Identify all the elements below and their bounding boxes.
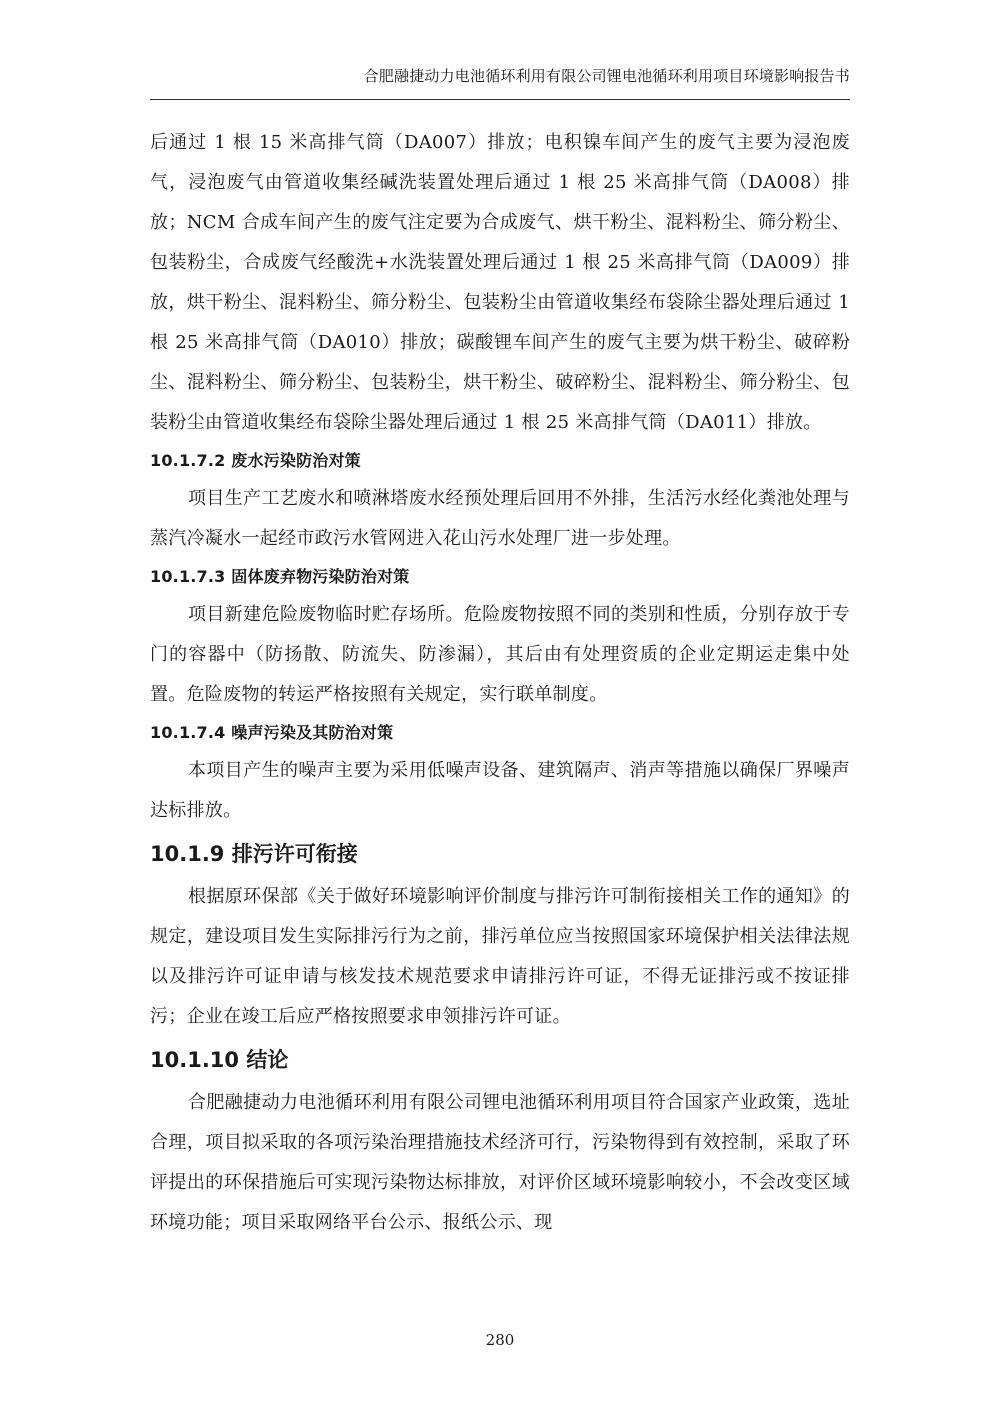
page-header: 合肥融捷动力电池循环利用有限公司锂电池循环利用项目环境影响报告书 bbox=[363, 67, 850, 85]
heading-noise-measures: 10.1.7.4 噪声污染及其防治对策 bbox=[150, 723, 394, 742]
heading-conclusion: 10.1.10 结论 bbox=[150, 1048, 289, 1072]
heading-solid-waste-measures: 10.1.7.3 固体废弃物污染防治对策 bbox=[150, 567, 410, 586]
page-body bbox=[150, 123, 850, 1243]
paragraph-discharge-permit: 根据原环保部《关于做好环境影响评价制度与排污许可制衔接相关工作的通知》的规定，建设项目发生实际排污行为之前，排污单位应当按照国家环境保护相关法律法规以及排污许可证申请与核发技术规范要求申请排污许可证，不得无证排污或不按证排污；企业在竣工后应严格按照要求申领排污许可证。 bbox=[150, 886, 850, 1027]
page-number: 280 bbox=[485, 1331, 515, 1349]
paragraph-exhaust-gas: 后通过 1 根 15 米高排气筒（DA007）排放；电积镍车间产生的废气主要为浸泡废气，浸泡废气由管道收集经碱洗装置处理后通过 1 根 25 米高排气筒（DA008）排放；NCM 合成车间产生的废气注定要为合成废气、烘干粉尘、混料粉尘、筛分粉尘、包装粉尘，合成废气经酸洗+水洗装置处理后通过 1 根 25 米高排气筒（DA009）排放，烘干粉尘、混料粉尘、筛分粉尘、包装粉尘由管道收集经布袋除尘器处理后通过 1 根 25 米高排气筒（DA010）排放；碳酸锂车间产生的废气主要为烘干粉尘、破碎粉尘、混料粉尘、筛分粉尘、包装粉尘，烘干粉尘、破碎粉尘、混料粉尘、筛分粉尘、包装粉尘由管道收集经布袋除尘器处理后通过 1 根 25 米高排气筒（DA011）排放。 bbox=[150, 132, 850, 433]
paragraph-solid-waste: 项目新建危险废物临时贮存场所。危险废物按照不同的类别和性质，分别存放于专门的容器中（防扬散、防流失、防渗漏），其后由有处理资质的企业定期运走集中处置。危险废物的转运严格按照有关规定，实行联单制度。 bbox=[150, 604, 850, 705]
heading-discharge-permit: 10.1.9 排污许可衔接 bbox=[150, 842, 358, 866]
paragraph-noise: 本项目产生的噪声主要为采用低噪声设备、建筑隔声、消声等措施以确保厂界噪声达标排放。 bbox=[150, 760, 850, 821]
paragraph-wastewater: 项目生产工艺废水和喷淋塔废水经预处理后回用不外排，生活污水经化粪池处理与蒸汽冷凝水一起经市政污水管网进入花山污水处理厂进一步处理。 bbox=[150, 488, 850, 549]
header-divider bbox=[150, 99, 850, 100]
heading-wastewater-measures: 10.1.7.2 废水污染防治对策 bbox=[150, 451, 361, 470]
paragraph-conclusion: 合肥融捷动力电池循环利用有限公司锂电池循环利用项目符合国家产业政策，选址合理，项目拟采取的各项污染治理措施技术经济可行，污染物得到有效控制，采取了环评提出的环保措施后可实现污染物达标排放，对评价区域环境影响较小，不会改变区域环境功能；项目采取网络平台公示、报纸公示、现 bbox=[150, 1092, 850, 1233]
